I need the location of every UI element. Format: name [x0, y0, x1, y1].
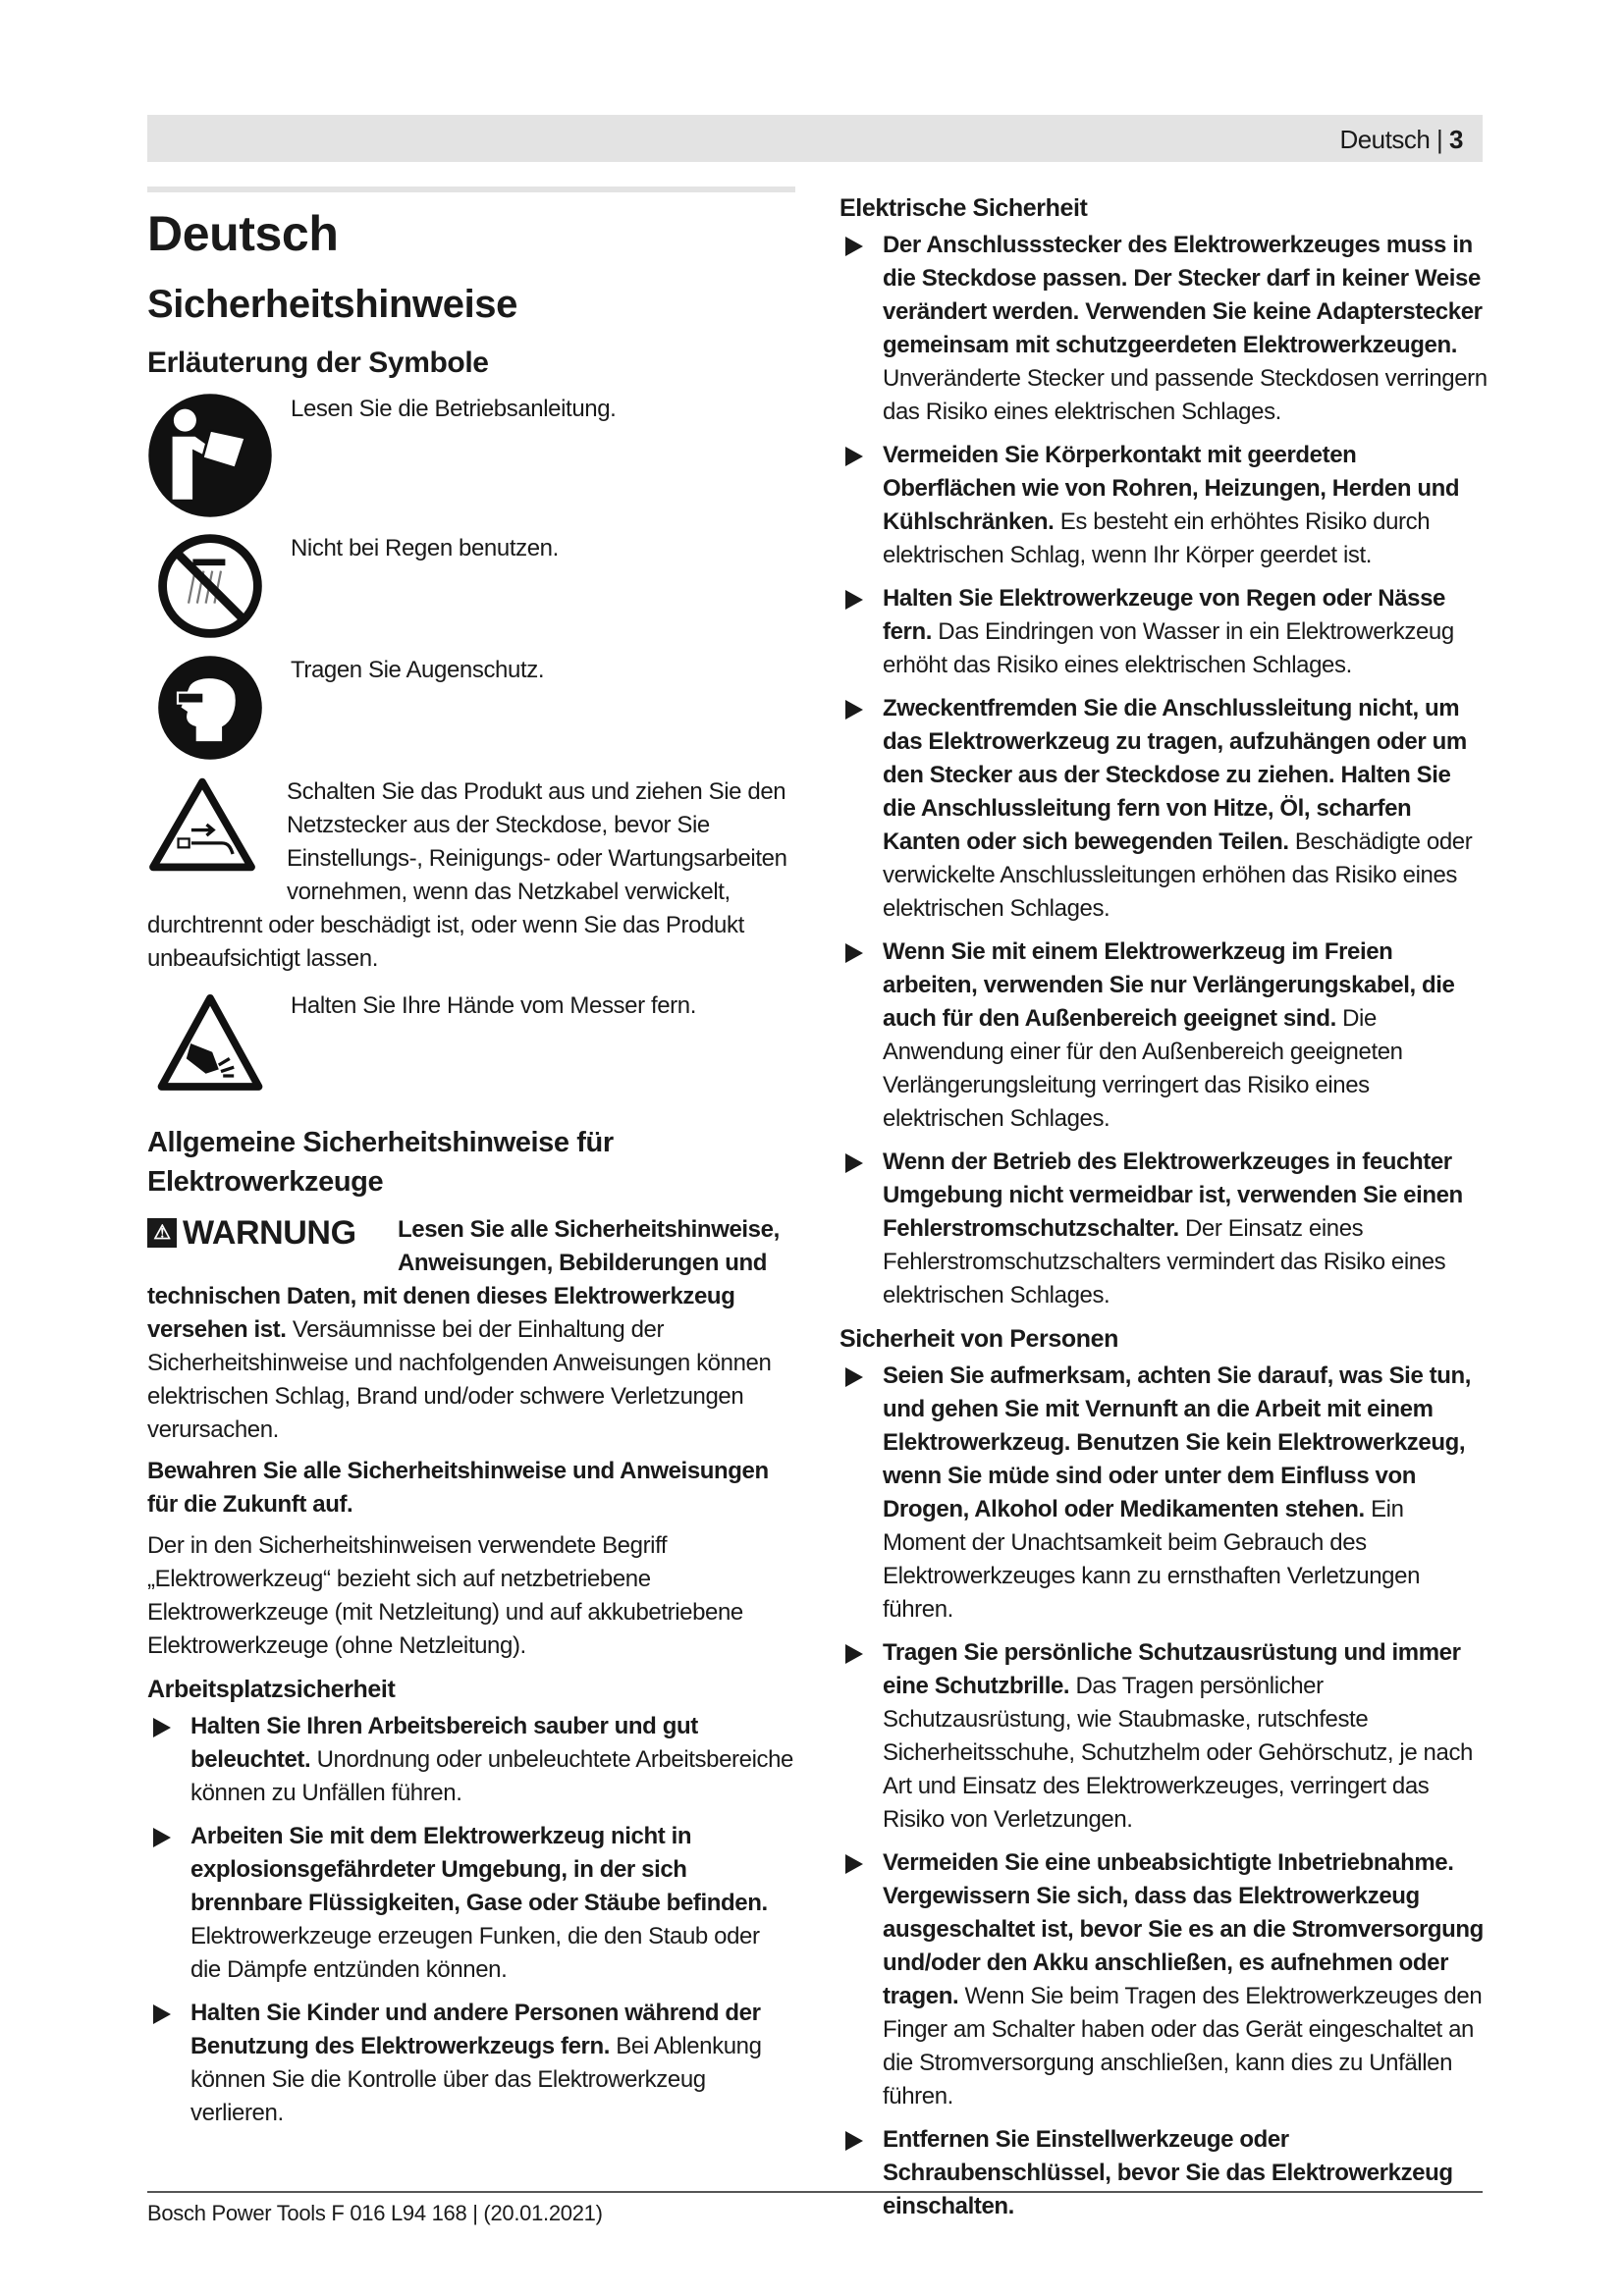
personal-safety-heading: Sicherheit von Personen	[839, 1325, 1118, 1353]
list-item: Seien Sie aufmerksam, achten Sie darauf, was Sie tun, und gehen Sie mit Vernunft an die Arbeit mit einem Elektrowerkzeug. Benutzen Sie kein Elektrowerkzeug, wenn Sie müde sind oder unter dem Einfluss von Drogen, Alkohol oder Medikamenten stehen. Ein Moment der Unachtsamkeit beim Gebrauch des Elektrowerkzeuges kann zu ernsthaften Verletzungen führen.	[839, 1360, 1488, 1627]
warning-bold: Lesen Sie alle Sicherheitshinweise, Anweisungen, Bebilderungen und technischen Daten, mit denen dieses Elektrowerkzeug versehen ist.	[147, 1216, 780, 1343]
list-item: Wenn Sie mit einem Elektrowerkzeug im Freien arbeiten, verwenden Sie nur Verlängerungskabel, die auch für den Außenbereich geeignet sind. Die Anwendung einer für den Außenbereich geeigneten Verlängerungsleitung verringert das Risiko eines elektrischen Schlages.	[839, 935, 1488, 1136]
keep-notice: Bewahren Sie alle Sicherheitshinweise und Anweisungen für die Zukunft auf.	[147, 1458, 769, 1518]
header-language: Deutsch	[1339, 125, 1431, 154]
list-item: Der Anschlussstecker des Elektrowerkzeuges muss in die Steckdose passen. Der Stecker darf in keiner Weise verändert werden. Verwenden Sie keine Adapterstecker gemeinsam mit schutzgeerdeten Elektrowerkzeugen. Unveränderte Stecker und passende Steckdosen verringern das Risiko eines elektrischen Schlages.	[839, 229, 1488, 429]
warning-text: Versäumnisse bei der Einhaltung der Sicherheitshinweise und nachfolgenden Anweisungen können elektrischen Schlag, Brand und/oder schwere Verletzungen verursachen.	[147, 1316, 772, 1443]
list-item: Zweckentfremden Sie die Anschlussleitung nicht, um das Elektrowerkzeug zu tragen, aufzuhängen oder um den Stecker aus der Steckdose zu ziehen. Halten Sie die Anschlussleitung fern von Hitze, Öl, scharfen Kanten oder sich bewegenden Teilen. Beschädigte oder verwickelte Anschlussleitungen erhöhen das Risiko eines elektrischen Schlages.	[839, 692, 1488, 926]
list-item: Arbeiten Sie mit dem Elektrowerkzeug nicht in explosionsgefährdeter Umgebung, in der sich brennbare Flüssigkeiten, Gase oder Stäube befinden. Elektrowerkzeuge erzeugen Funken, die den Staub oder die Dämpfe entzünden können.	[147, 1820, 795, 1987]
page-title: Deutsch	[147, 206, 339, 261]
header-label: Deutsch | 3	[1339, 125, 1463, 154]
symbol-text: Schalten Sie das Produkt aus und ziehen Sie den Netzstecker aus der Steckdose, bevor Sie Einstellungs-, Reinigungs- oder Wartungsarbeiten vornehmen, wenn das Netzkabel verwickelt, durchtrennt oder beschädigt ist, oder wenn Sie das Produkt unbeaufsichtigt lassen.	[147, 778, 787, 972]
section-title: Sicherheitshinweise	[147, 283, 517, 326]
symbol-text: Nicht bei Regen benutzen.	[291, 535, 559, 561]
hand-blade-warning-icon	[147, 989, 273, 1097]
warning-label-text: WARNUNG	[183, 1214, 356, 1252]
workplace-heading: Arbeitsplatzsicherheit	[147, 1676, 396, 1703]
section-rule	[147, 187, 795, 192]
warning-triangle-icon: ⚠	[147, 1218, 177, 1248]
list-item: Wenn der Betrieb des Elektrowerkzeuges in feuchter Umgebung nicht vermeidbar ist, verwenden Sie einen Fehlerstromschutzschalter. Der Einsatz eines Fehlerstromschutzschalters vermindert das Risiko eines elektrischen Schlages.	[839, 1146, 1488, 1312]
list-item: Halten Sie Ihren Arbeitsbereich sauber und gut beleuchtet. Unordnung oder unbeleuchtete Arbeitsbereiche können zu Unfällen führen.	[147, 1710, 795, 1810]
eye-protection-icon	[147, 654, 273, 762]
symbols-heading: Erläuterung der Symbole	[147, 347, 489, 379]
list-item: Halten Sie Kinder und andere Personen während der Benutzung des Elektrowerkzeugs fern. Bei Ablenkung können Sie die Kontrolle über das Elektrowerkzeug verlieren.	[147, 1997, 795, 2130]
list-item: Entfernen Sie Einstellwerkzeuge oder Schraubenschlüssel, bevor Sie das Elektrowerkzeug einschalten.	[839, 2123, 1488, 2223]
symbol-row	[147, 393, 795, 518]
term-definition: Der in den Sicherheitshinweisen verwendete Begriff „Elektrowerkzeug“ bezieht sich auf netzbetriebene Elektrowerkzeuge (mit Netzleitung) und auf akkubetriebene Elektrowerkzeuge (ohne Netzleitung).	[147, 1532, 743, 1659]
symbol-row	[147, 989, 795, 1097]
page-footer: Bosch Power Tools F 016 L94 168 | (20.01.2021)	[147, 2191, 1483, 2226]
unplug-warning-icon	[147, 775, 257, 874]
symbol-row	[147, 775, 795, 976]
symbol-text: Lesen Sie die Betriebsanleitung.	[291, 396, 617, 422]
symbol-row	[147, 532, 795, 640]
left-column	[147, 187, 795, 2140]
page-header	[147, 115, 1483, 162]
general-safety-heading: Allgemeine Sicherheitshinweise für Elektrowerkzeuge	[147, 1127, 614, 1198]
right-column	[839, 191, 1488, 2233]
page-number: 3	[1449, 125, 1463, 154]
list-item: Vermeiden Sie Körperkontakt mit geerdeten Oberflächen wie von Rohren, Heizungen, Herden und Kühlschränken. Es besteht ein erhöhtes Risiko durch elektrischen Schlag, wenn Ihr Körper geerdet ist.	[839, 439, 1488, 572]
electrical-heading: Elektrische Sicherheit	[839, 194, 1088, 222]
warning-block	[147, 1213, 795, 1447]
read-manual-icon	[147, 393, 273, 518]
list-item: Vermeiden Sie eine unbeabsichtigte Inbetriebnahme. Vergewissern Sie sich, dass das Elektrowerkzeug ausgeschaltet ist, bevor Sie es an die Stromversorgung und/oder den Akku anschließen, es aufnehmen oder tragen. Wenn Sie beim Tragen des Elektrowerkzeuges den Finger am Schalter haben oder das Gerät eingeschaltet an die Stromversorgung anschließen, kann dies zu Unfällen führen.	[839, 1846, 1488, 2113]
warning-label	[147, 1213, 398, 1253]
symbol-text: Halten Sie Ihre Hände vom Messer fern.	[291, 992, 696, 1019]
no-rain-icon	[147, 532, 273, 640]
list-item: Tragen Sie persönliche Schutzausrüstung und immer eine Schutzbrille. Das Tragen persönlicher Schutzausrüstung, wie Staubmaske, rutschfeste Sicherheitsschuhe, Schutzhelm oder Gehörschutz, je nach Art und Einsatz des Elektrowerkzeuges, verringert das Risiko von Verletzungen.	[839, 1636, 1488, 1837]
symbol-row	[147, 654, 795, 762]
list-item: Halten Sie Elektrowerkzeuge von Regen oder Nässe fern. Das Eindringen von Wasser in ein Elektrowerkzeug erhöht das Risiko eines elektrischen Schlages.	[839, 582, 1488, 682]
symbol-text: Tragen Sie Augenschutz.	[291, 657, 545, 683]
